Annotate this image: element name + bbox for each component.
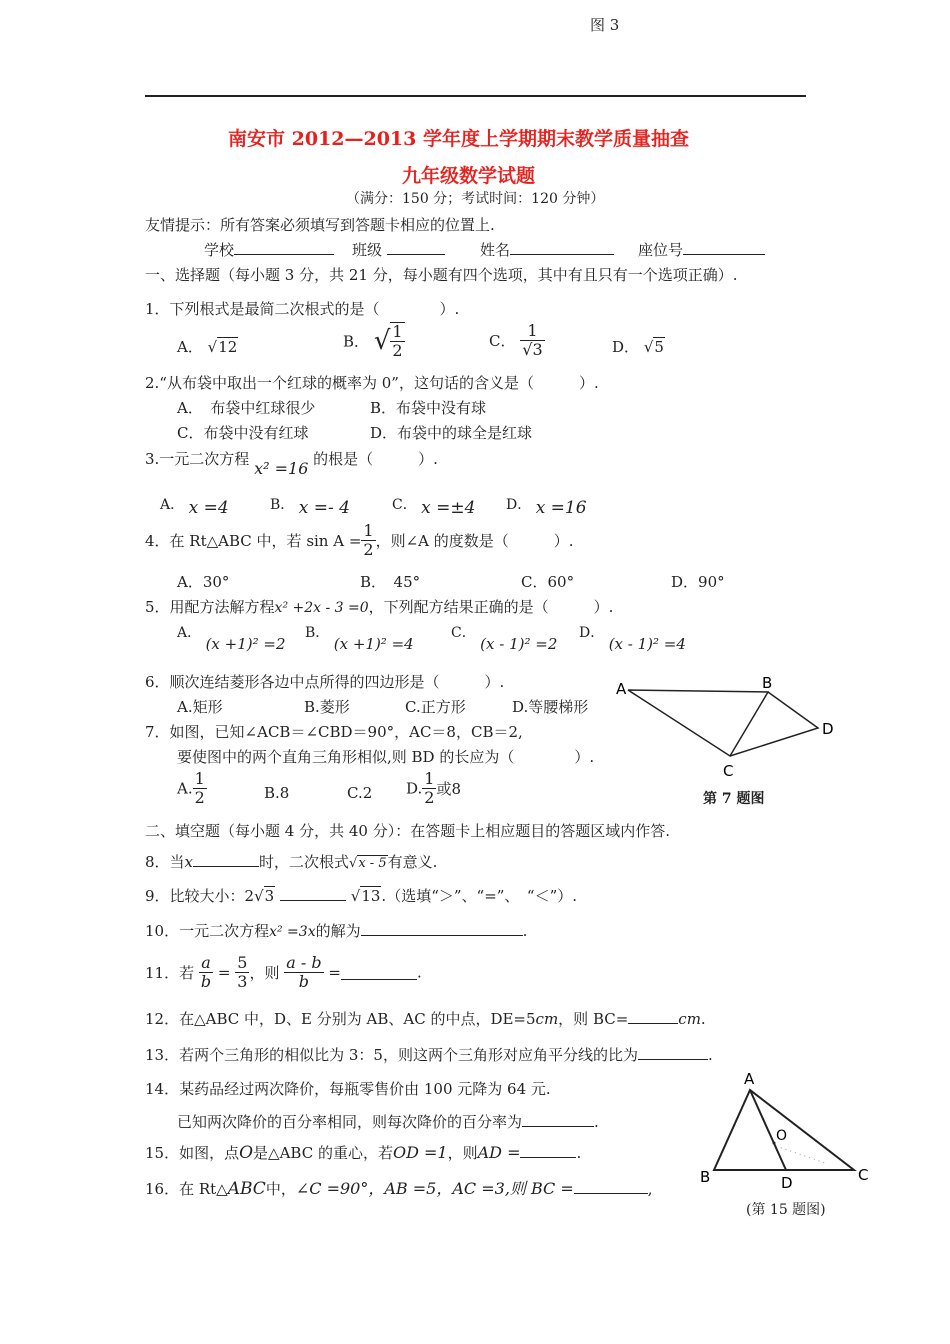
q6-option-c: C.正方形 <box>405 698 466 716</box>
field-school <box>204 239 334 260</box>
q4-frac <box>361 522 375 559</box>
q11-a: a <box>199 954 213 973</box>
q8 <box>145 851 437 872</box>
field-name-label: 姓名 <box>480 241 511 259</box>
q1-b-label: B． <box>343 332 370 351</box>
q11-post: = <box>328 963 341 982</box>
q16-ac: ，AC =3 <box>436 1179 505 1198</box>
q1-option-b <box>343 322 405 360</box>
q5-d-value: (x - 1)² =4 <box>608 635 686 653</box>
triangle-acb <box>628 690 768 756</box>
field-name-blank[interactable] <box>510 240 614 255</box>
field-school-blank[interactable] <box>234 240 334 255</box>
q12-text: 12．在△ABC 中，D、E 分别为 AB、AC 的中点，DE=5 <box>145 1010 536 1028</box>
label-c: C <box>723 762 734 780</box>
q3-option-d <box>506 494 587 518</box>
q9-left-radical: √3 <box>254 887 275 905</box>
q1-b-frac <box>390 322 404 360</box>
field-school-label: 学校 <box>204 241 235 259</box>
q16-ab: ，AB =5 <box>368 1179 437 1198</box>
q8-radical: √x - 5 <box>349 856 387 871</box>
label-b: B <box>700 1168 711 1186</box>
q9-post: .（选填“＞”、“=”、 “＜”）. <box>381 887 578 905</box>
q7-d-frac <box>422 770 436 807</box>
q5-option-b <box>305 622 414 653</box>
q4-pre: 4．在 Rt△ABC 中，若 sin A = <box>145 532 362 550</box>
q1-a-radicand: 12 <box>218 338 238 356</box>
q7-stem2: 要使图中的两个直角三角形相似,则 BD 的长应为（ ）. <box>177 748 595 766</box>
q10-pre: 10．一元二次方程 <box>145 922 270 940</box>
q8-radicand: x - 5 <box>358 856 387 871</box>
label-c: C <box>858 1166 869 1184</box>
field-name <box>480 239 614 260</box>
q15-od: OD =1 <box>392 1143 448 1162</box>
q15-pre: 15．如图，点 <box>145 1144 240 1162</box>
q11-blank[interactable] <box>341 965 417 980</box>
q1-c-frac <box>520 322 544 359</box>
q16-abc: ABC <box>227 1179 266 1199</box>
q10-equation: x² =3x <box>269 924 316 940</box>
q11-amb: a - b <box>286 953 322 972</box>
q9 <box>145 885 577 906</box>
q1-c-radicand: 3 <box>532 340 543 359</box>
q8-post: 有意义. <box>387 853 438 871</box>
q16-pre: 16．在 Rt△ <box>145 1180 228 1198</box>
q4-option-c: C．60° <box>521 573 575 591</box>
exam-tip: 友情提示：所有答案必须填写到答题卡相应的位置上. <box>145 216 495 234</box>
field-class-blank[interactable] <box>387 240 445 255</box>
q3-b-label: B． <box>270 497 295 513</box>
label-d: D <box>781 1174 793 1192</box>
q8-var: x <box>184 853 194 871</box>
q5-a-label: A． <box>177 625 202 641</box>
q4-num: 1 <box>363 521 374 540</box>
q13-blank[interactable] <box>638 1045 708 1060</box>
label-o: O <box>776 1128 788 1144</box>
q15-blank[interactable] <box>520 1143 576 1158</box>
q5-a-value: (x +1)² =2 <box>205 635 286 653</box>
figure-7-caption: 第 7 题图 <box>703 791 765 807</box>
divider <box>145 95 806 97</box>
q7-option-a <box>177 770 207 807</box>
exam-title: 南安市 2012—2013 学年度上学期期末教学质量抽查 <box>228 128 689 150</box>
q6-option-b: B.菱形 <box>304 698 350 716</box>
q2-stem: 2.“从布袋中取出一个红球的概率为 0”，这句话的含义是（ ）. <box>145 374 599 392</box>
q5-option-a <box>177 622 286 653</box>
q6-stem: 6．顺次连结菱形各边中点所得的四边形是（ ）. <box>145 673 505 691</box>
q7-a-label: A. <box>177 779 193 798</box>
q1-c-label: C． <box>489 332 516 350</box>
q5-c-value: (x - 1)² =2 <box>480 635 558 653</box>
q5-equation: x² +2x - 3 =0 <box>274 600 369 616</box>
q5-c-label: C． <box>451 625 476 641</box>
q3-post: 的根是（ ）. <box>313 450 438 468</box>
q10-post: 的解为 <box>315 922 361 940</box>
q11-mid: ，则 <box>249 964 280 982</box>
q5-stem <box>145 596 613 617</box>
q5-pre: 5．用配方法解方程 <box>145 598 275 616</box>
q1-option-c <box>489 322 545 359</box>
q1-c-den: √3 <box>522 340 543 359</box>
q3-option-a <box>160 494 229 518</box>
q11-frac-amb <box>284 954 323 991</box>
q10: 10．一元二次方程x² =3x的解为 . <box>145 922 528 940</box>
section2-heading: 二、填空题（每小题 4 分，共 40 分）：在答题卡上相应题目的答题区域内作答. <box>145 822 670 840</box>
q3-option-b <box>270 494 350 518</box>
q7-stem1: 7．如图，已知∠ACB＝∠CBD＝90°，AC＝8，CB＝2, <box>145 723 523 741</box>
q1-b-num: 1 <box>392 322 403 341</box>
q5-post: ，下列配方结果正确的是（ ）. <box>368 598 614 616</box>
q7-d-label: D. <box>406 779 423 798</box>
q3-equation: x² =16 <box>254 459 309 478</box>
q11-b2: b <box>298 972 310 991</box>
sqrt-5: √5 <box>643 338 664 356</box>
q12-blank[interactable] <box>628 1009 678 1024</box>
q13: 13．若两个三角形的相似比为 3：5，则这两个三角形对应角平分线的比为 . <box>145 1046 713 1064</box>
q14-line1: 14．某药品经过两次降价，每瓶零售价由 100 元降为 64 元. <box>145 1080 551 1098</box>
field-class-label: 班级 <box>352 241 383 259</box>
q4-stem <box>145 522 574 559</box>
q16: 16．在 Rt△ABC中，∠C =90°，AB =5，AC =3,则 BC = , <box>145 1179 653 1199</box>
q15-ad: AD = <box>477 1143 521 1162</box>
q15-mid: 是△ABC 的重心，若 <box>253 1144 393 1162</box>
label-d: D <box>822 720 834 738</box>
q3-b-value: x =- 4 <box>298 498 350 518</box>
q16-mid: 中， <box>265 1180 296 1198</box>
q7-option-d <box>406 770 461 807</box>
q2-option-a: A． 布袋中红球很少 <box>177 399 316 417</box>
q10-blank[interactable] <box>361 921 523 936</box>
q7-d-tail: 或8 <box>436 780 461 798</box>
q11-three: 3 <box>237 972 248 991</box>
q11-b: b <box>200 972 212 991</box>
q7-d-num: 1 <box>424 769 435 788</box>
dotted-line <box>776 1146 828 1164</box>
q14-line2: 已知两次降价的百分率相同，则每次降价的百分率为 . <box>177 1113 599 1131</box>
q1-stem: 1．下列根式是最简二次根式的是（ ）. <box>145 300 460 318</box>
label-b: B <box>762 674 773 692</box>
q5-b-label: B． <box>305 625 330 641</box>
triangle-cbd <box>730 692 818 756</box>
q7-a-num: 1 <box>194 769 205 788</box>
sqrt-symbol: √ <box>373 326 391 356</box>
exam-subtitle: 九年级数学试题 <box>402 165 536 187</box>
q11-five: 5 <box>237 953 248 972</box>
q16-blank[interactable] <box>574 1179 648 1194</box>
q8-mid: 时，二次根式 <box>259 853 350 871</box>
q8-pre: 8．当 <box>145 853 185 871</box>
q13-text: 13．若两个三角形的相似比为 3：5，则这两个三角形对应角平分线的比为 <box>145 1046 638 1064</box>
field-seat <box>638 239 765 260</box>
q1-option-d <box>612 336 665 357</box>
q15: 15．如图，点O是△ABC 的重心，若OD =1，则AD = . <box>145 1143 582 1163</box>
q9-pre: 9．比较大小： <box>145 887 245 905</box>
field-seat-blank[interactable] <box>683 240 765 255</box>
q9-left-radicand: 3 <box>264 887 275 905</box>
q7-option-b: B.8 <box>264 784 290 802</box>
q7-a-den: 2 <box>194 788 205 807</box>
q9-right-radical: √13 <box>350 887 381 905</box>
label-a: A <box>616 680 627 698</box>
q16-bc: ,则 BC = <box>504 1179 574 1198</box>
q3-d-label: D． <box>506 497 532 513</box>
q3-option-c <box>392 494 476 518</box>
q16-c: ∠C =90° <box>295 1179 369 1198</box>
q11-frac-53 <box>235 954 249 991</box>
q3-c-value: x =±4 <box>421 498 476 518</box>
q3-a-value: x =4 <box>188 498 229 518</box>
q15-mid2: ，则 <box>447 1144 478 1162</box>
q12-unit: cm <box>535 1010 559 1028</box>
q4-den: 2 <box>363 540 374 559</box>
q7-a-frac <box>193 770 207 807</box>
q1-d-label: D． <box>612 338 640 356</box>
q12-mid: ，则 BC= <box>558 1010 629 1028</box>
exam-meta: （满分：150 分；考试时间：120 分钟） <box>346 191 605 207</box>
q3-stem <box>145 448 438 478</box>
q1-option-a <box>177 336 238 357</box>
q4-post: ，则∠A 的度数是（ ）. <box>375 532 574 550</box>
q6-option-a: A.矩形 <box>177 698 223 716</box>
sqrt-12: √12 <box>207 338 238 356</box>
q9-right-radicand: 13 <box>361 887 381 905</box>
q4-option-d: D．90° <box>671 573 725 591</box>
figure-15-caption: (第 15 题图) <box>746 1202 826 1218</box>
q11: 11．若 $\frac{a}{b}$ = $\frac{5}{3}$ ，则 $\frac{a - b}{b}$ = . <box>145 953 422 991</box>
q5-option-d <box>579 622 686 653</box>
q5-d-label: D． <box>579 625 605 641</box>
field-class <box>352 239 445 260</box>
q9-left-coef: 2 <box>244 887 255 905</box>
q9-blank[interactable] <box>280 886 346 901</box>
q7-d-den: 2 <box>424 788 435 807</box>
section1-heading: 一、选择题（每小题 3 分，共 21 分，每小题有四个选项，其中有且只有一个选项正确）. <box>145 266 738 284</box>
q14-blank[interactable] <box>522 1112 594 1127</box>
q5-option-c <box>451 622 558 653</box>
q8-blank[interactable] <box>193 852 259 867</box>
q1-a-label: A． <box>177 338 203 356</box>
q2-option-b: B．布袋中没有球 <box>370 399 487 417</box>
q1-c-num: 1 <box>520 322 544 341</box>
q11-pre: 11．若 <box>145 964 195 982</box>
figure-label: 图 3 <box>590 16 620 34</box>
q5-b-value: (x +1)² =4 <box>333 635 414 653</box>
q1-b-den: 2 <box>392 341 403 360</box>
q7-option-c: C.2 <box>347 784 373 802</box>
q12-unit2: cm <box>678 1010 701 1028</box>
q15-o: O <box>239 1143 254 1163</box>
label-a: A <box>744 1070 755 1088</box>
field-seat-label: 座位号 <box>638 241 684 259</box>
q3-c-label: C． <box>392 497 417 513</box>
q11-frac-ab <box>199 954 213 991</box>
q4-option-a: A．30° <box>177 573 230 591</box>
q2-option-c: C．布袋中没有红球 <box>177 424 309 442</box>
q3-a-label: A． <box>160 497 185 513</box>
q6-option-d: D.等腰梯形 <box>512 698 589 716</box>
q1-d-radicand: 5 <box>654 338 664 356</box>
q12: 12．在△ABC 中，D、E 分别为 AB、AC 的中点，DE=5cm，则 BC= cm. <box>145 1010 706 1028</box>
q14-text: 已知两次降价的百分率相同，则每次降价的百分率为 <box>177 1113 523 1131</box>
q3-pre: 3.一元二次方程 <box>145 450 250 468</box>
q4-option-b: B． 45° <box>360 573 421 591</box>
figure-15 <box>696 1068 878 1192</box>
q3-d-value: x =16 <box>535 498 587 518</box>
q11-eq: = <box>217 963 231 982</box>
q2-option-d: D．布袋中的球全是红球 <box>370 424 533 442</box>
